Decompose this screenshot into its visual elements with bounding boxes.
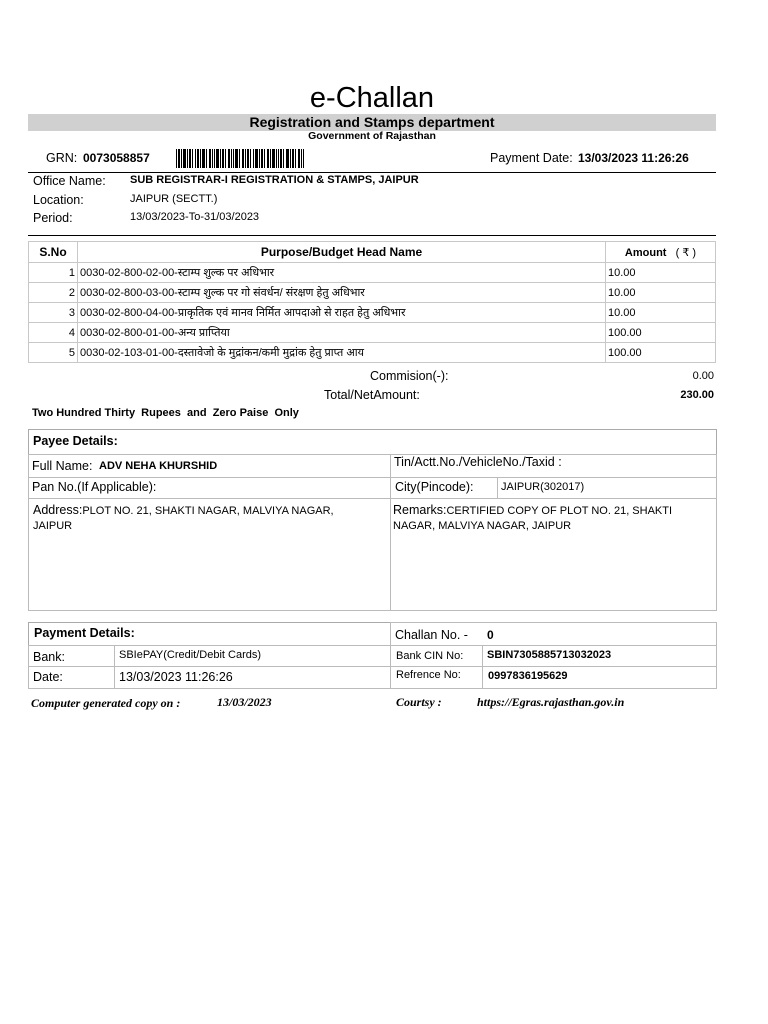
commission-value: 0.00 [692, 370, 714, 382]
bank-value: SBIePAY(Credit/Debit Cards) [119, 649, 262, 661]
amount-in-words: Two Hundred Thirty Rupees and Zero Paise Only [32, 407, 299, 419]
reference-label: Refrence No: [396, 669, 461, 681]
reference-value: 0997836195629 [488, 670, 568, 682]
row-sno: 3 [29, 303, 78, 323]
remarks-value: CERTIFIED COPY OF PLOT NO. 21, SHAKTI NAGAR, MALVIYA NAGAR, JAIPUR [393, 505, 673, 532]
row-sno: 4 [29, 323, 78, 343]
divider [28, 172, 716, 173]
copy-date: 13/03/2023 [217, 695, 272, 709]
period-label: Period: [33, 211, 73, 225]
payment-section-title: Payment Details: [34, 626, 135, 640]
table-row [29, 263, 716, 283]
date-value: 13/03/2023 11:26:26 [119, 670, 233, 684]
city-label: City(Pincode): [395, 480, 474, 494]
office-name-label: Office Name: [33, 174, 106, 188]
row-purpose: 0030-02-103-01-00-दस्तावेजो के मुद्रांकन/कमी मुद्रांक हेतु प्राप्त आय [78, 343, 606, 363]
page-title: e-Challan [309, 82, 435, 114]
row-purpose: 0030-02-800-02-00-स्टाम्प शुल्क पर अधिभार [78, 263, 606, 283]
office-name-value: SUB REGISTRAR-I REGISTRATION & STAMPS, JAIPUR [130, 174, 419, 186]
row-purpose: 0030-02-800-04-00-प्राकृतिक एवं मानव निर्मित आपदाओ से राहत हेतु अधिभार [78, 303, 606, 323]
bank-label: Bank: [33, 650, 65, 664]
budget-table [28, 241, 716, 363]
barcode [176, 149, 304, 168]
total-label: Total/NetAmount: [324, 388, 420, 402]
payment-date-label: Payment Date: [490, 151, 573, 165]
city-value: JAIPUR(302017) [501, 481, 585, 493]
remarks-label: Remarks: [393, 503, 447, 517]
row-purpose: 0030-02-800-03-00-स्टाम्प शुल्क पर गो संवर्धन/ संरक्षण हेतु अधिभार [78, 283, 606, 303]
address-value: PLOT NO. 21, SHAKTI NAGAR, MALVIYA NAGAR, JAIPUR [33, 505, 334, 532]
grn-label: GRN: [46, 151, 78, 165]
date-label: Date: [33, 670, 63, 684]
table-row [29, 303, 716, 323]
row-amount: 10.00 [606, 283, 716, 303]
col-sno-header: S.No [29, 242, 78, 263]
address-label: Address: [33, 503, 83, 517]
copy-label: Computer generated copy on : [31, 696, 181, 710]
table-row [29, 343, 716, 363]
col-purpose-header: Purpose/Budget Head Name [78, 242, 606, 263]
challan-label: Challan No. - [395, 628, 468, 642]
tin-label: Tin/Actt.No./VehicleNo./Taxid : [394, 455, 562, 469]
divider [28, 235, 716, 236]
row-amount: 10.00 [606, 303, 716, 323]
address-block [33, 503, 373, 533]
full-name-value: ADV NEHA KHURSHID [99, 460, 218, 472]
row-amount: 100.00 [606, 323, 716, 343]
row-sno: 1 [29, 263, 78, 283]
government-name: Government of Rajasthan [308, 130, 436, 142]
amount-label: Amount [624, 246, 667, 259]
full-name-label: Full Name: [32, 459, 93, 473]
location-value: JAIPUR (SECTT.) [130, 193, 218, 205]
table-header-row [29, 242, 716, 263]
row-sno: 5 [29, 343, 78, 363]
currency-label: ( ₹ ) [675, 246, 697, 259]
commission-label: Commision(-): [370, 369, 449, 383]
department-name: Registration and Stamps department [249, 114, 495, 130]
col-amount-header [606, 242, 716, 263]
courtesy-label: Courtsy : [396, 695, 442, 709]
payee-section-title: Payee Details: [33, 434, 118, 448]
remarks-block [393, 503, 713, 533]
pan-label: Pan No.(If Applicable): [32, 480, 157, 494]
row-amount: 10.00 [606, 263, 716, 283]
total-value: 230.00 [680, 389, 714, 401]
table-row [29, 323, 716, 343]
courtesy-link[interactable]: https://Egras.rajasthan.gov.in [477, 695, 625, 709]
payment-date-value: 13/03/2023 11:26:26 [578, 151, 689, 165]
row-amount: 100.00 [606, 343, 716, 363]
bank-cin-value: SBIN7305885713032023 [487, 649, 612, 661]
row-purpose: 0030-02-800-01-00-अन्य प्राप्तिया [78, 323, 606, 343]
location-label: Location: [33, 193, 84, 207]
bank-cin-label: Bank CIN No: [396, 650, 464, 662]
challan-value: 0 [487, 628, 494, 642]
table-row [29, 283, 716, 303]
grn-value: 0073058857 [83, 151, 150, 165]
row-sno: 2 [29, 283, 78, 303]
period-value: 13/03/2023-To-31/03/2023 [130, 211, 260, 223]
